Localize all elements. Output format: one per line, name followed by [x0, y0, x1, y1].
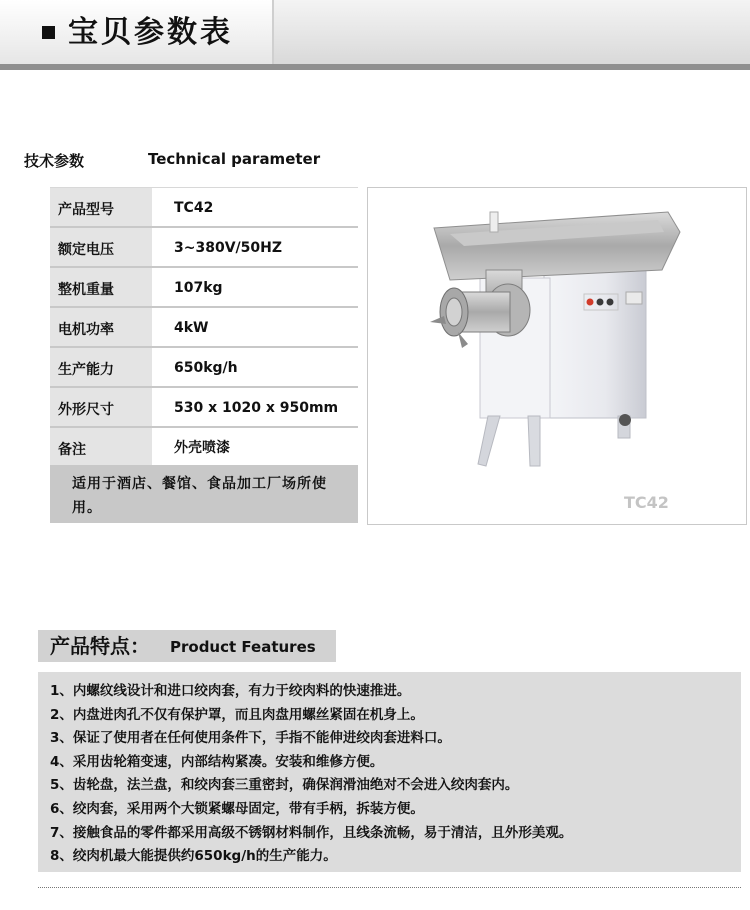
feature-item: 8、绞肉机最大能提供约650kg/h的生产能力。 [50, 848, 337, 865]
feature-item: 7、接触食品的零件都采用高级不锈钢材料制作，且线条流畅，易于清洁，且外形美观。 [50, 824, 573, 841]
header-divider [0, 64, 750, 70]
param-label: 生产能力 [50, 348, 154, 386]
tech-heading-cn: 技术参数 [24, 152, 85, 170]
product-image-box [367, 187, 747, 525]
param-row-voltage [50, 228, 358, 268]
param-label: 备注 [50, 428, 154, 466]
meat-grinder-image [368, 188, 746, 488]
parameter-table [50, 187, 358, 466]
feature-item: 4、采用齿轮箱变速，内部结构紧凑。安装和维修方便。 [50, 753, 384, 770]
header-title-box [0, 0, 274, 64]
param-row-capacity [50, 348, 358, 388]
square-bullet-icon [42, 26, 55, 39]
param-row-model [50, 187, 358, 228]
param-label: 额定电压 [50, 228, 154, 266]
usage-text: 适用于酒店、餐馆、食品加工厂场所使用。 [72, 476, 327, 516]
tech-heading-en: Technical parameter [148, 150, 321, 168]
param-value: 4kW [174, 320, 209, 336]
dotted-divider [38, 887, 741, 888]
param-value: 3~380V/50HZ [174, 240, 282, 256]
feature-item: 3、保证了使用者在任何使用条件下，手指不能伸进绞肉套进料口。 [50, 730, 451, 747]
features-box [38, 672, 741, 872]
param-row-power [50, 308, 358, 348]
usage-box [50, 465, 358, 523]
param-label: 外形尺寸 [50, 388, 154, 426]
param-value: 530 x 1020 x 950mm [174, 400, 339, 416]
model-caption: TC42 [624, 493, 669, 512]
features-heading [38, 630, 336, 662]
page-title: 宝贝参数表 [68, 15, 233, 50]
param-value: 外壳喷漆 [174, 440, 230, 456]
param-label: 整机重量 [50, 268, 154, 306]
param-value: 107kg [174, 280, 223, 296]
param-value: TC42 [174, 200, 214, 216]
feature-item: 1、内螺纹线设计和进口绞肉套，有力于绞肉料的快速推进。 [50, 683, 411, 699]
features-heading-en: Product Features [170, 638, 316, 656]
param-value: 650kg/h [174, 360, 238, 376]
features-heading-cn: 产品特点： [50, 634, 150, 658]
feature-item: 5、齿轮盘，法兰盘，和绞肉套三重密封，确保润滑油绝对不会进入绞肉套内。 [50, 777, 519, 794]
param-row-notes [50, 428, 358, 466]
param-row-dimensions [50, 388, 358, 428]
feature-item: 6、绞肉套，采用两个大锁紧螺母固定，带有手柄，拆装方便。 [50, 800, 424, 817]
param-label: 产品型号 [50, 188, 154, 226]
param-label: 电机功率 [50, 308, 154, 346]
feature-item: 2、内盘进肉孔不仅有保护罩，而且肉盘用螺丝紧固在机身上。 [50, 706, 424, 723]
features-list [38, 672, 741, 869]
param-row-weight [50, 268, 358, 308]
